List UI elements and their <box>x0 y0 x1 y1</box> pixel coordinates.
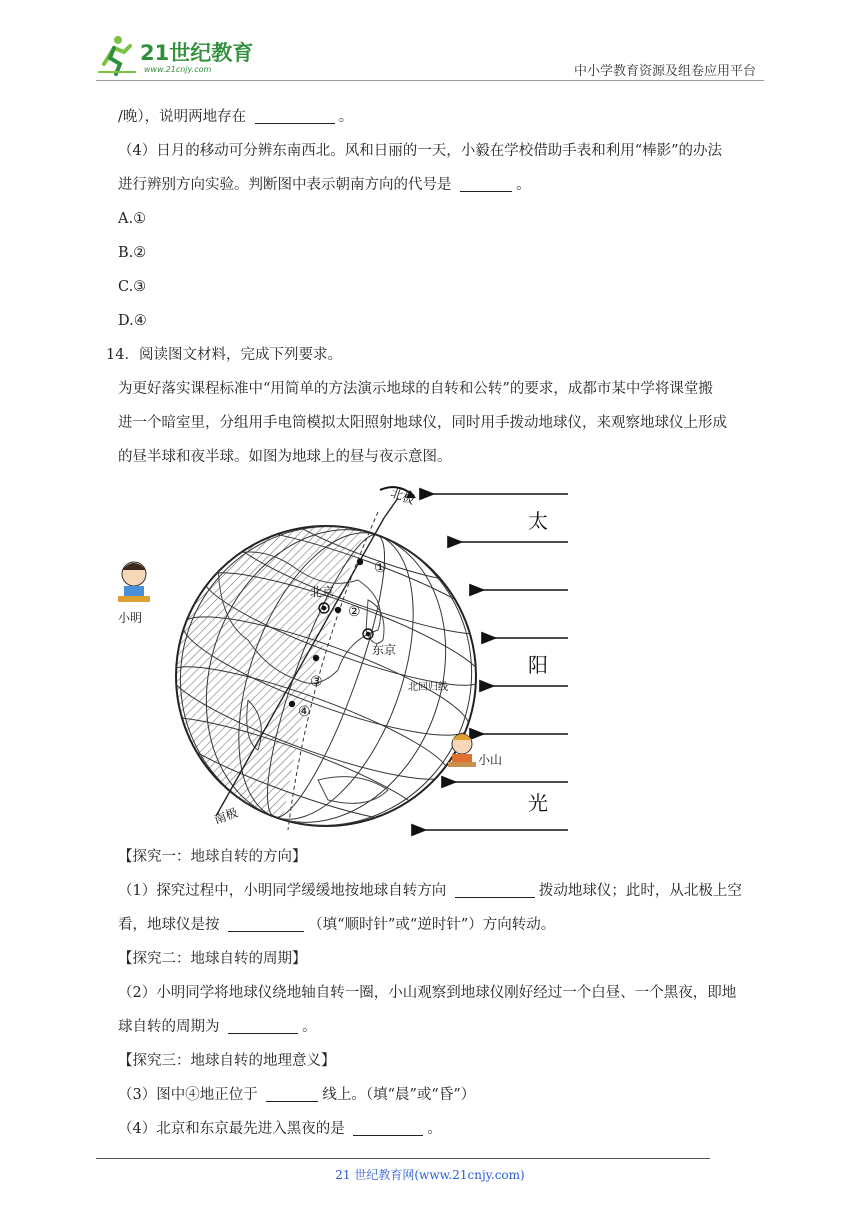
q14-title: 14．阅读图文材料，完成下列要求。 <box>106 347 342 363</box>
explore1-title: 【探究一：地球自转的方向】 <box>118 849 307 865</box>
beijing-label: 北京 <box>310 585 335 599</box>
option-b[interactable]: B.② <box>118 245 147 261</box>
option-c[interactable]: C.③ <box>118 279 147 295</box>
marker-3: ③ <box>310 674 323 690</box>
xiaoshan-label: 小山 <box>478 753 503 767</box>
answer-blank[interactable] <box>255 105 335 124</box>
footer-link[interactable]: 21 世纪教育网(www.21cnjy.com) <box>335 1168 525 1182</box>
sun-char-3: 光 <box>528 791 548 815</box>
marker-2: ② <box>348 604 361 620</box>
north-pole-label: 北极 <box>388 485 417 508</box>
explore2-q2-cont: 球自转的周期为 。 <box>118 1010 768 1044</box>
xiaoming-label: 小明 <box>118 611 143 625</box>
south-pole-label: 南极 <box>212 805 240 827</box>
explore3-title: 【探究三：地球自转的地理意义】 <box>118 1053 336 1069</box>
explore1-q1-cont: 看，地球仪是按 （填“顺时针”或“逆时针”）方向转动。 <box>118 908 768 942</box>
q13-line-tail: /晚），说明两地存在 。 <box>118 100 768 134</box>
tropic-label: 北回归线 <box>408 682 448 693</box>
header-platform-text: 中小学教育资源及组卷应用平台 <box>573 64 756 79</box>
answer-blank[interactable] <box>266 1083 318 1102</box>
q14-intro-1: 为更好落实课程标准中“用简单的方法演示地球的自转和公转”的要求，成都市某中学将课堂搬 <box>118 381 713 397</box>
explore3-q3: （3）图中④地正位于 线上。（填“晨”或“昏”） <box>118 1078 768 1112</box>
document-body <box>106 100 768 1146</box>
answer-blank[interactable] <box>228 913 304 932</box>
runner-logo-icon <box>98 36 136 74</box>
explore2-title: 【探究二：地球自转的周期】 <box>118 951 307 967</box>
footer-divider <box>96 1158 710 1159</box>
tokyo-label: 东京 <box>372 643 397 657</box>
q13-part4-cont: 进行辨别方向实验。判断图中表示朝南方向的代号是 。 <box>118 168 768 202</box>
answer-blank[interactable] <box>460 173 512 192</box>
xiaoming-icon <box>118 562 150 602</box>
logo-text: 21世纪教育 <box>140 41 254 65</box>
header-divider <box>96 80 764 81</box>
explore1-q1: （1）探究过程中，小明同学缓缓地按地球自转方向 拨动地球仪；此时，从北极上空 <box>118 874 768 908</box>
xiaoshan-icon <box>448 734 476 767</box>
q14-intro-3: 的昼半球和夜半球。如图为地球上的昼与夜示意图。 <box>118 449 452 465</box>
day-night-figure <box>98 480 778 840</box>
marker-4: ④ <box>298 704 311 720</box>
q14-intro-2: 进一个暗室里，分组用手电筒模拟太阳照射地球仪，同时用手拨动地球仪，来观察地球仪上形成 <box>118 415 727 431</box>
explore3-q4: （4）北京和东京最先进入黑夜的是 。 <box>118 1112 768 1146</box>
globe-diagram <box>98 480 778 840</box>
sun-char-2: 阳 <box>528 653 548 677</box>
sun-char-1: 太 <box>528 509 548 533</box>
site-logo <box>96 34 266 78</box>
answer-blank[interactable] <box>455 879 535 898</box>
logo-url-text: www.21cnjy.com <box>144 65 212 74</box>
option-a[interactable]: A.① <box>118 211 147 227</box>
option-d[interactable]: D.④ <box>118 313 147 329</box>
explore2-q2: （2）小明同学将地球仪绕地轴自转一圈，小山观察到地球仪刚好经过一个白昼、一个黑夜，即地 <box>118 985 737 1001</box>
q13-part4: （4）日月的移动可分辨东南西北。风和日丽的一天，小毅在学校借助手表和利用“棒影”的办法 <box>118 143 723 159</box>
answer-blank[interactable] <box>353 1117 423 1136</box>
answer-blank[interactable] <box>228 1015 298 1034</box>
marker-1: ① <box>374 560 387 576</box>
